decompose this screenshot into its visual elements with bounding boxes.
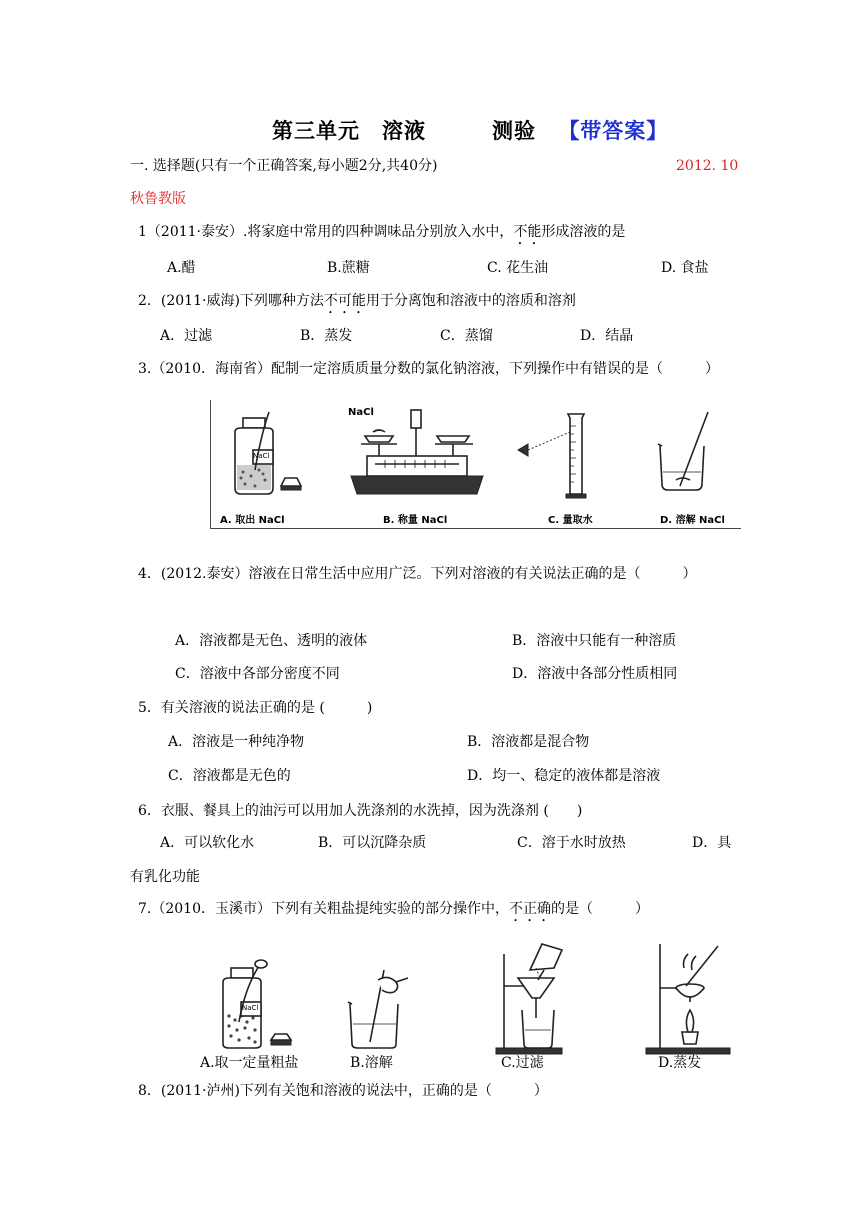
q7-emphasis: 不正确 [509,901,551,917]
q4-option-c: C．溶液中各部分密度不同 [175,666,340,682]
q3-jar-icon [225,410,315,505]
q7-jar-icon [215,960,305,1055]
q4-option-a: A．溶液都是无色、透明的液体 [175,633,368,649]
q3-jar-label: NaCl [253,452,270,460]
q2-option-c: C．蒸馏 [440,328,493,344]
q6-option-b: B．可以沉降杂质 [318,835,427,851]
q3-balance-label: NaCl [348,407,374,418]
q7-caption-d: D.蒸发 [658,1055,702,1071]
title-main: 第三单元 溶液 测验 [272,118,536,143]
q5-option-d: D．均一、稳定的液体都是溶液 [467,768,661,784]
q7-caption-c: C.过滤 [501,1055,544,1071]
q7-filtration-icon [490,940,590,1055]
q3-caption-d: D. 溶解 NaCl [660,515,725,526]
title-tag: 【带答案】 [558,118,669,143]
page-title [272,115,668,145]
q3-caption-a: A. 取出 NaCl [220,515,285,526]
q6-option-c: C．溶于水时放热 [517,835,626,851]
q2-stem: 2．(2011·威海)下列哪种方法不可能用于分离饱和溶液中的溶质和溶剂 [138,293,576,309]
q5-stem: 5．有关溶液的说法正确的是 ( ) [138,700,373,716]
q8-stem: 8．(2011·泸州)下列有关饱和溶液的说法中，正确的是（ ） [138,1083,548,1099]
q1-stem: 1（2011·泰安）.将家庭中常用的四种调味品分别放入水中，不能形成溶液的是 [138,224,626,240]
q6-option-d-wrap: 有乳化功能 [130,869,200,885]
section-date: 2012. 10 [676,158,739,174]
q7-evaporation-icon [640,940,740,1055]
q7-caption-a: A.取一定量粗盐 [200,1055,299,1071]
q3-cylinder-icon [510,410,600,505]
q2-option-d: D．结晶 [580,328,634,344]
q6-option-a: A．可以软化水 [160,835,255,851]
q7-jar-label: NaCl [242,1004,259,1012]
q2-emphasis: 不可能 [323,293,366,309]
q2-option-a: A．过滤 [160,328,213,344]
section-edition: 秋鲁教版 [130,191,186,207]
q1-option-c: C. 花生油 [487,260,549,276]
q7-stem: 7.（2010．玉溪市）下列有关粗盐提纯实验的部分操作中，不正确的是（ ） [138,901,649,917]
q3-caption-b: B. 称量 NaCl [383,515,448,526]
q6-stem: 6．衣服、餐具上的油污可以用加人洗涤剂的水洗掉，因为洗涤剂 ( ) [138,803,583,819]
q3-beaker-icon [650,410,730,505]
q5-option-b: B．溶液都是混合物 [467,734,590,750]
q1-option-a: A.醋 [167,260,196,276]
q3-stem: 3.（2010．海南省）配制一定溶质质量分数的氯化钠溶液，下列操作中有错误的是（ ） [138,361,719,377]
q7-caption-b: B.溶解 [350,1055,393,1071]
q3-caption-c: C. 量取水 [548,515,593,526]
q6-option-d: D．具 [692,835,732,851]
section-heading: 一. 选择题(只有一个正确答案,每小题2分,共40分) [130,158,438,174]
q1-option-d: D. 食盐 [661,260,709,276]
q4-stem: 4．(2012.泰安）溶液在日常生活中应用广泛。下列对溶液的有关说法正确的是（ ） [138,566,697,582]
q4-option-d: D．溶液中各部分性质相同 [512,666,678,682]
q1-option-b: B.蔗糖 [327,260,370,276]
q7-dissolve-icon [342,960,412,1055]
q5-option-c: C．溶液都是无色的 [168,768,291,784]
q5-option-a: A．溶液是一种纯净物 [168,734,305,750]
q1-emphasis: 不能 [513,224,542,240]
q4-option-b: B．溶液中只能有一种溶质 [512,633,677,649]
q3-balance-icon [345,408,495,503]
q2-option-b: B．蒸发 [300,328,353,344]
